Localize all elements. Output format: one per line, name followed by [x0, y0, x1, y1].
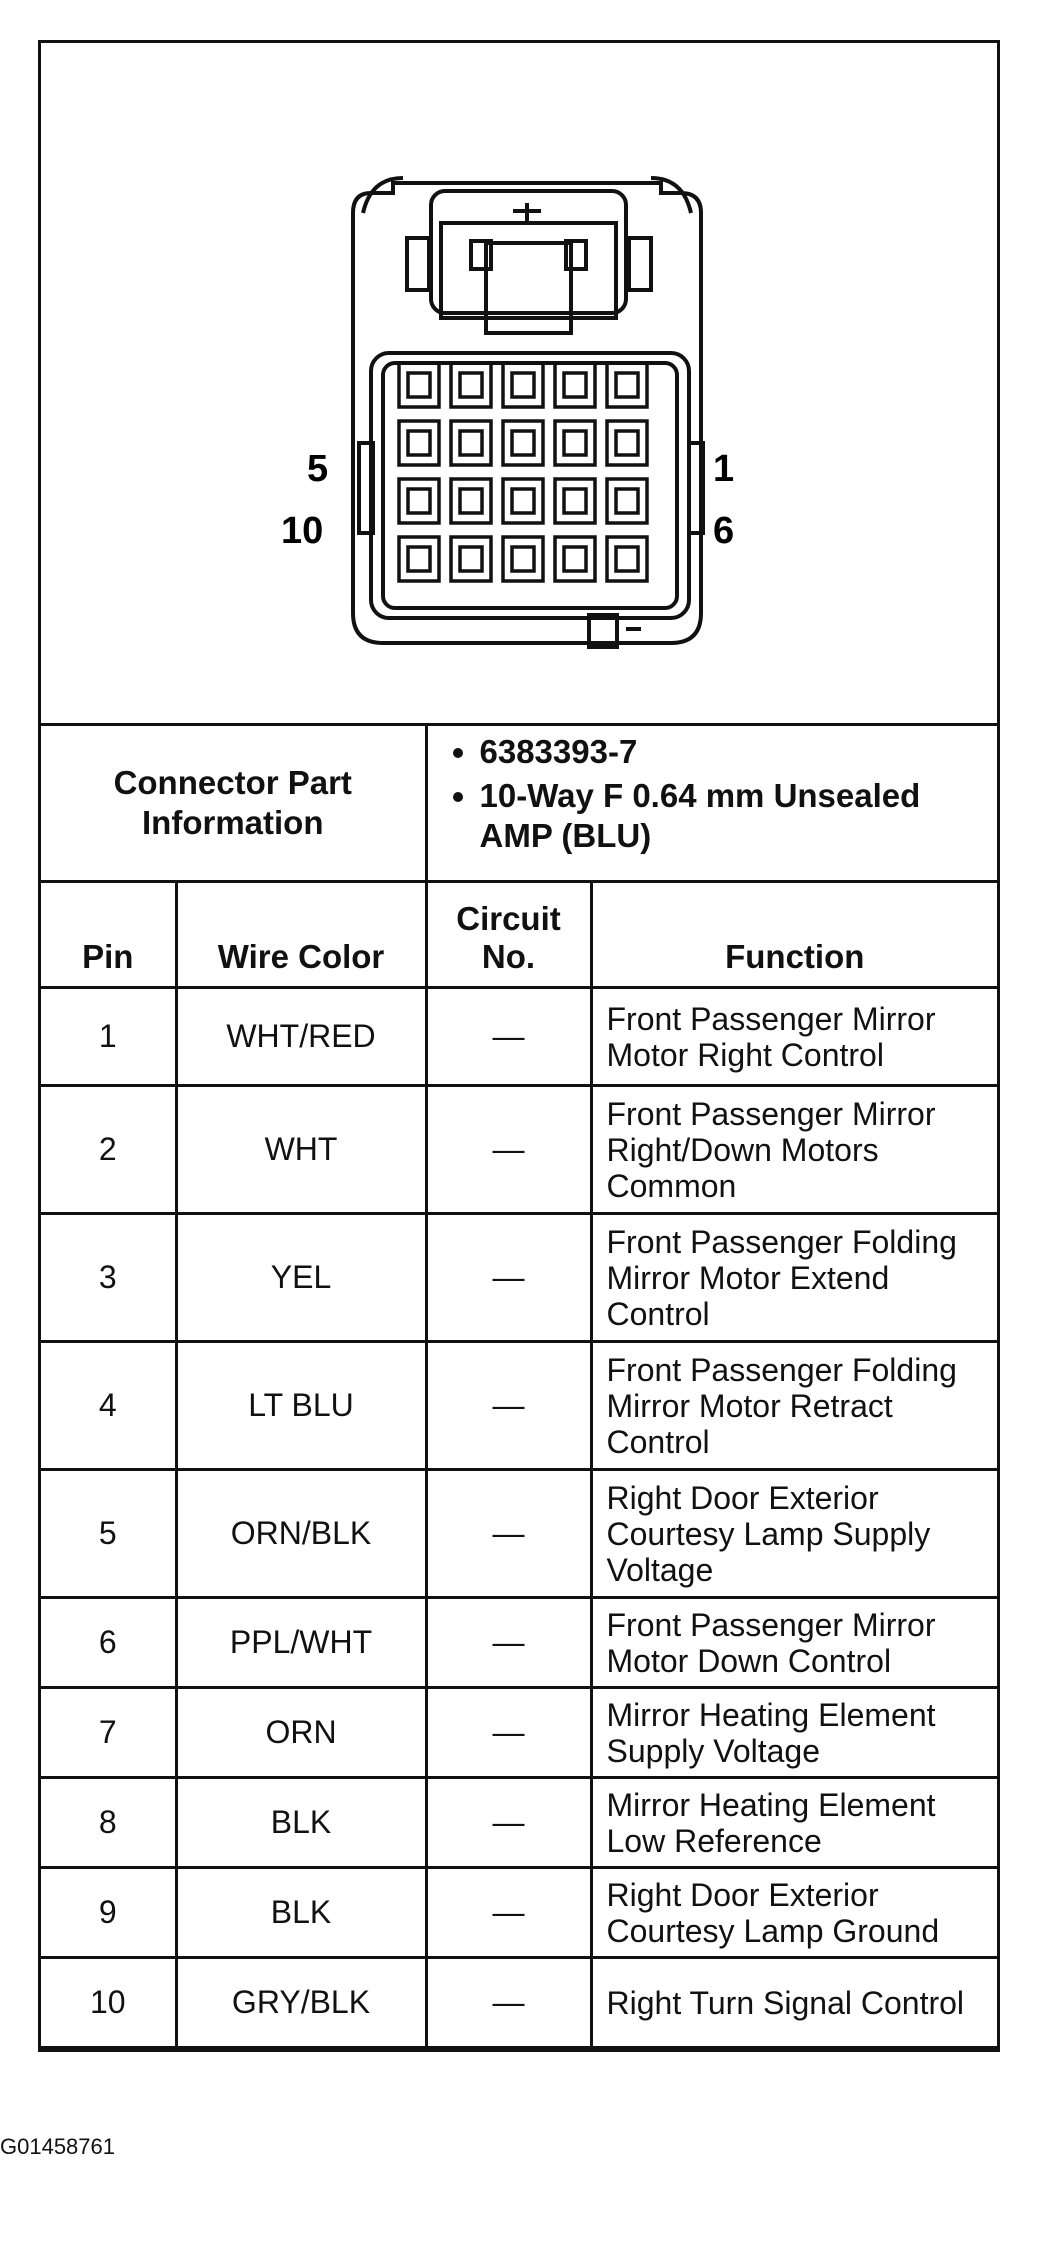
pin-cell: 2: [41, 1086, 176, 1214]
table-row: [41, 1214, 997, 1342]
connector-info-label: Connector Part Information: [41, 726, 426, 882]
function-cell: Right Door Exterior Courtesy Lamp Supply Voltage: [591, 1470, 997, 1598]
connector-sheet: [38, 40, 1000, 2052]
function-cell: Front Passenger Folding Mirror Motor Extend Control: [591, 1214, 997, 1342]
wire-color-cell: GRY/BLK: [176, 1958, 426, 2048]
wire-color-cell: WHT: [176, 1086, 426, 1214]
pin-cavities: [399, 363, 647, 581]
table-row: [41, 988, 997, 1086]
function-cell: Front Passenger Folding Mirror Motor Retract Control: [591, 1342, 997, 1470]
function-cell: Front Passenger Mirror Motor Right Control: [591, 988, 997, 1086]
circuit-cell: —: [426, 1958, 591, 2048]
header-function: Function: [591, 883, 997, 988]
function-cell: Front Passenger Mirror Right/Down Motors Common: [591, 1086, 997, 1214]
table-row: [41, 1868, 997, 1958]
pinout-table: [41, 883, 997, 2049]
pinout-header-row: [41, 883, 997, 988]
circuit-cell: —: [426, 1342, 591, 1470]
connector-description: • 10-Way F 0.64 mm Unsealed AMP (BLU): [480, 776, 998, 856]
table-row: [41, 1958, 997, 2048]
function-cell: Mirror Heating Element Supply Voltage: [591, 1688, 997, 1778]
table-row: [41, 1342, 997, 1470]
function-cell: Right Door Exterior Courtesy Lamp Ground: [591, 1868, 997, 1958]
pin-cell: 3: [41, 1214, 176, 1342]
circuit-cell: —: [426, 988, 591, 1086]
function-cell: Front Passenger Mirror Motor Down Control: [591, 1598, 997, 1688]
circuit-cell: —: [426, 1598, 591, 1688]
pin-cell: 8: [41, 1778, 176, 1868]
connector-diagram: [41, 43, 997, 726]
connector-part-number: • 6383393-7: [480, 732, 998, 772]
pin-cell: 10: [41, 1958, 176, 2048]
circuit-cell: —: [426, 1868, 591, 1958]
header-wire-color: Wire Color: [176, 883, 426, 988]
pinout-rows: [41, 988, 997, 2048]
wire-color-cell: ORN: [176, 1688, 426, 1778]
wire-color-cell: LT BLU: [176, 1342, 426, 1470]
table-row: [41, 1778, 997, 1868]
pin-cell: 7: [41, 1688, 176, 1778]
pin-cell: 9: [41, 1868, 176, 1958]
function-cell: Right Turn Signal Control: [591, 1958, 997, 2048]
pin-cell: 6: [41, 1598, 176, 1688]
circuit-cell: —: [426, 1778, 591, 1868]
pin-label-10: 10: [281, 510, 324, 552]
pin-label-5: 5: [307, 448, 329, 490]
function-cell: Mirror Heating Element Low Reference: [591, 1778, 997, 1868]
wire-color-cell: BLK: [176, 1778, 426, 1868]
wire-color-cell: ORN/BLK: [176, 1470, 426, 1598]
circuit-cell: —: [426, 1086, 591, 1214]
table-row: [41, 1688, 997, 1778]
connector-face-drawing: [41, 43, 997, 723]
pin-cell: 5: [41, 1470, 176, 1598]
circuit-cell: —: [426, 1214, 591, 1342]
wire-color-cell: PPL/WHT: [176, 1598, 426, 1688]
connector-info-table: [41, 726, 997, 883]
table-row: [41, 1598, 997, 1688]
table-row: [41, 1086, 997, 1214]
circuit-cell: —: [426, 1470, 591, 1598]
table-row: [41, 1470, 997, 1598]
connector-info-list: [426, 726, 997, 882]
wire-color-cell: WHT/RED: [176, 988, 426, 1086]
header-circuit: Circuit No.: [426, 883, 591, 988]
pin-label-6: 6: [713, 510, 735, 552]
circuit-cell: —: [426, 1688, 591, 1778]
header-pin: Pin: [41, 883, 176, 988]
wire-color-cell: BLK: [176, 1868, 426, 1958]
figure-code: G01458761: [0, 2134, 115, 2159]
pin-cell: 4: [41, 1342, 176, 1470]
wire-color-cell: YEL: [176, 1214, 426, 1342]
pin-cell: 1: [41, 988, 176, 1086]
pin-label-1: 1: [713, 448, 735, 490]
